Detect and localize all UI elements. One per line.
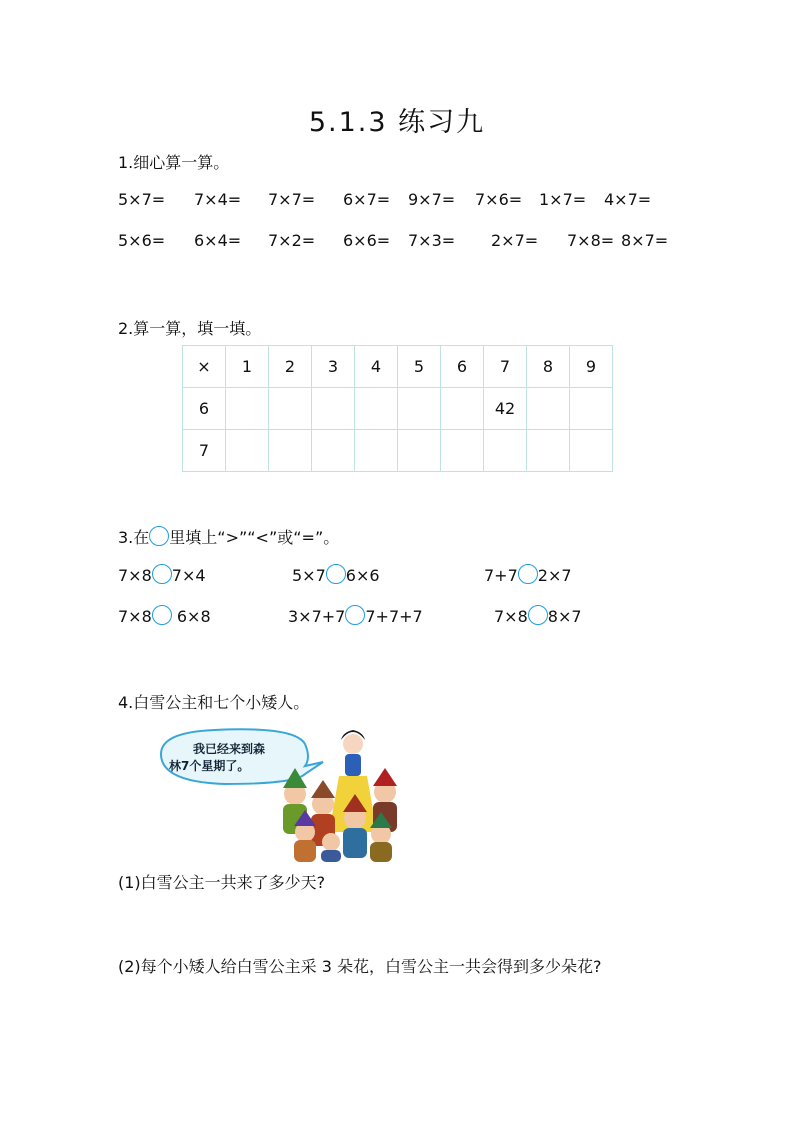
comparison-item [288, 607, 423, 628]
table-cell: 7 [484, 346, 527, 388]
q3-heading-pre: 3.在 [118, 528, 150, 547]
q1-item: 2×7= [491, 231, 539, 250]
q1-item: 5×7= [118, 190, 166, 209]
table-cell: 6 [183, 388, 226, 430]
answer-cell[interactable] [570, 388, 613, 430]
table-cell: 1 [226, 346, 269, 388]
question-3-heading [118, 525, 339, 549]
comparison-left: 7×8 [494, 607, 528, 626]
page-title: 5.1.3 练习九 [308, 107, 486, 138]
q3-heading-post: 里填上“>”“<”或“=”。 [169, 528, 340, 547]
table-cell: 4 [355, 346, 398, 388]
table-cell: 42 [484, 388, 527, 430]
question-4-sub-2: (2)每个小矮人给白雪公主采 3 朵花，白雪公主一共会得到多少朵花? [118, 957, 602, 976]
answer-circle[interactable] [528, 605, 548, 625]
q1-item: 5×6= [118, 231, 166, 250]
table-header-row [183, 346, 613, 388]
answer-cell[interactable] [570, 430, 613, 472]
answer-cell[interactable] [226, 430, 269, 472]
answer-circle[interactable] [518, 564, 538, 584]
q1-item: 7×6= [475, 190, 523, 209]
answer-cell[interactable] [398, 388, 441, 430]
comparison-item [484, 566, 572, 587]
question-4-heading: 4.白雪公主和七个小矮人。 [118, 693, 310, 712]
table-cell: 9 [570, 346, 613, 388]
speech-bubble-line-2: 林7个星期了。 [169, 759, 250, 773]
answer-cell[interactable] [269, 388, 312, 430]
blank-circle-icon [149, 526, 169, 546]
q1-item: 7×2= [268, 231, 316, 250]
q1-item: 4×7= [604, 190, 652, 209]
q1-item: 7×3= [408, 231, 456, 250]
answer-circle[interactable] [152, 605, 172, 625]
comparison-right: 7+7+7 [365, 607, 423, 626]
table-row [183, 388, 613, 430]
comparison-left: 7×8 [118, 566, 152, 585]
question-1-heading: 1.细心算一算。 [118, 153, 230, 172]
speech-bubble-line-1: 我已经来到森 [193, 742, 266, 756]
q1-item: 6×6= [343, 231, 391, 250]
comparison-item [118, 607, 211, 628]
comparison-item [118, 566, 206, 587]
table-cell: × [183, 346, 226, 388]
comparison-right: 8×7 [547, 607, 582, 626]
answer-cell[interactable] [355, 430, 398, 472]
answer-cell[interactable] [484, 430, 527, 472]
q1-item: 6×4= [194, 231, 242, 250]
answer-cell[interactable] [312, 388, 355, 430]
table-cell: 2 [269, 346, 312, 388]
answer-cell[interactable] [269, 430, 312, 472]
question-2-heading: 2.算一算，填一填。 [118, 319, 262, 338]
answer-cell[interactable] [355, 388, 398, 430]
answer-cell[interactable] [312, 430, 355, 472]
answer-cell[interactable] [527, 430, 570, 472]
table-cell: 8 [527, 346, 570, 388]
answer-cell[interactable] [527, 388, 570, 430]
table-cell: 7 [183, 430, 226, 472]
comparison-right: 7×4 [171, 566, 206, 585]
comparison-left: 7+7 [484, 566, 518, 585]
comparison-left: 5×7 [292, 566, 326, 585]
table-cell: 6 [441, 346, 484, 388]
q1-item: 1×7= [539, 190, 587, 209]
comparison-right: 6×6 [345, 566, 380, 585]
answer-circle[interactable] [326, 564, 346, 584]
q1-item: 9×7= [408, 190, 456, 209]
snow-white-illustration [155, 722, 405, 862]
comparison-item [292, 566, 380, 587]
answer-cell[interactable] [441, 430, 484, 472]
question-4-sub-1: (1)白雪公主一共来了多少天? [118, 873, 326, 892]
answer-cell[interactable] [398, 430, 441, 472]
comparison-right: 2×7 [537, 566, 572, 585]
answer-circle[interactable] [152, 564, 172, 584]
comparison-right: 6×8 [171, 607, 211, 626]
answer-cell[interactable] [441, 388, 484, 430]
answer-circle[interactable] [345, 605, 365, 625]
table-row [183, 430, 613, 472]
q1-item: 7×7= [268, 190, 316, 209]
answer-cell[interactable] [226, 388, 269, 430]
comparison-left: 3×7+7 [288, 607, 346, 626]
q1-item: 7×8= [567, 231, 615, 250]
comparison-left: 7×8 [118, 607, 152, 626]
q1-item: 8×7= [621, 231, 669, 250]
table-cell: 3 [312, 346, 355, 388]
table-cell: 5 [398, 346, 441, 388]
comparison-item [494, 607, 582, 628]
multiplication-table [182, 345, 613, 472]
q1-item: 6×7= [343, 190, 391, 209]
q1-item: 7×4= [194, 190, 242, 209]
